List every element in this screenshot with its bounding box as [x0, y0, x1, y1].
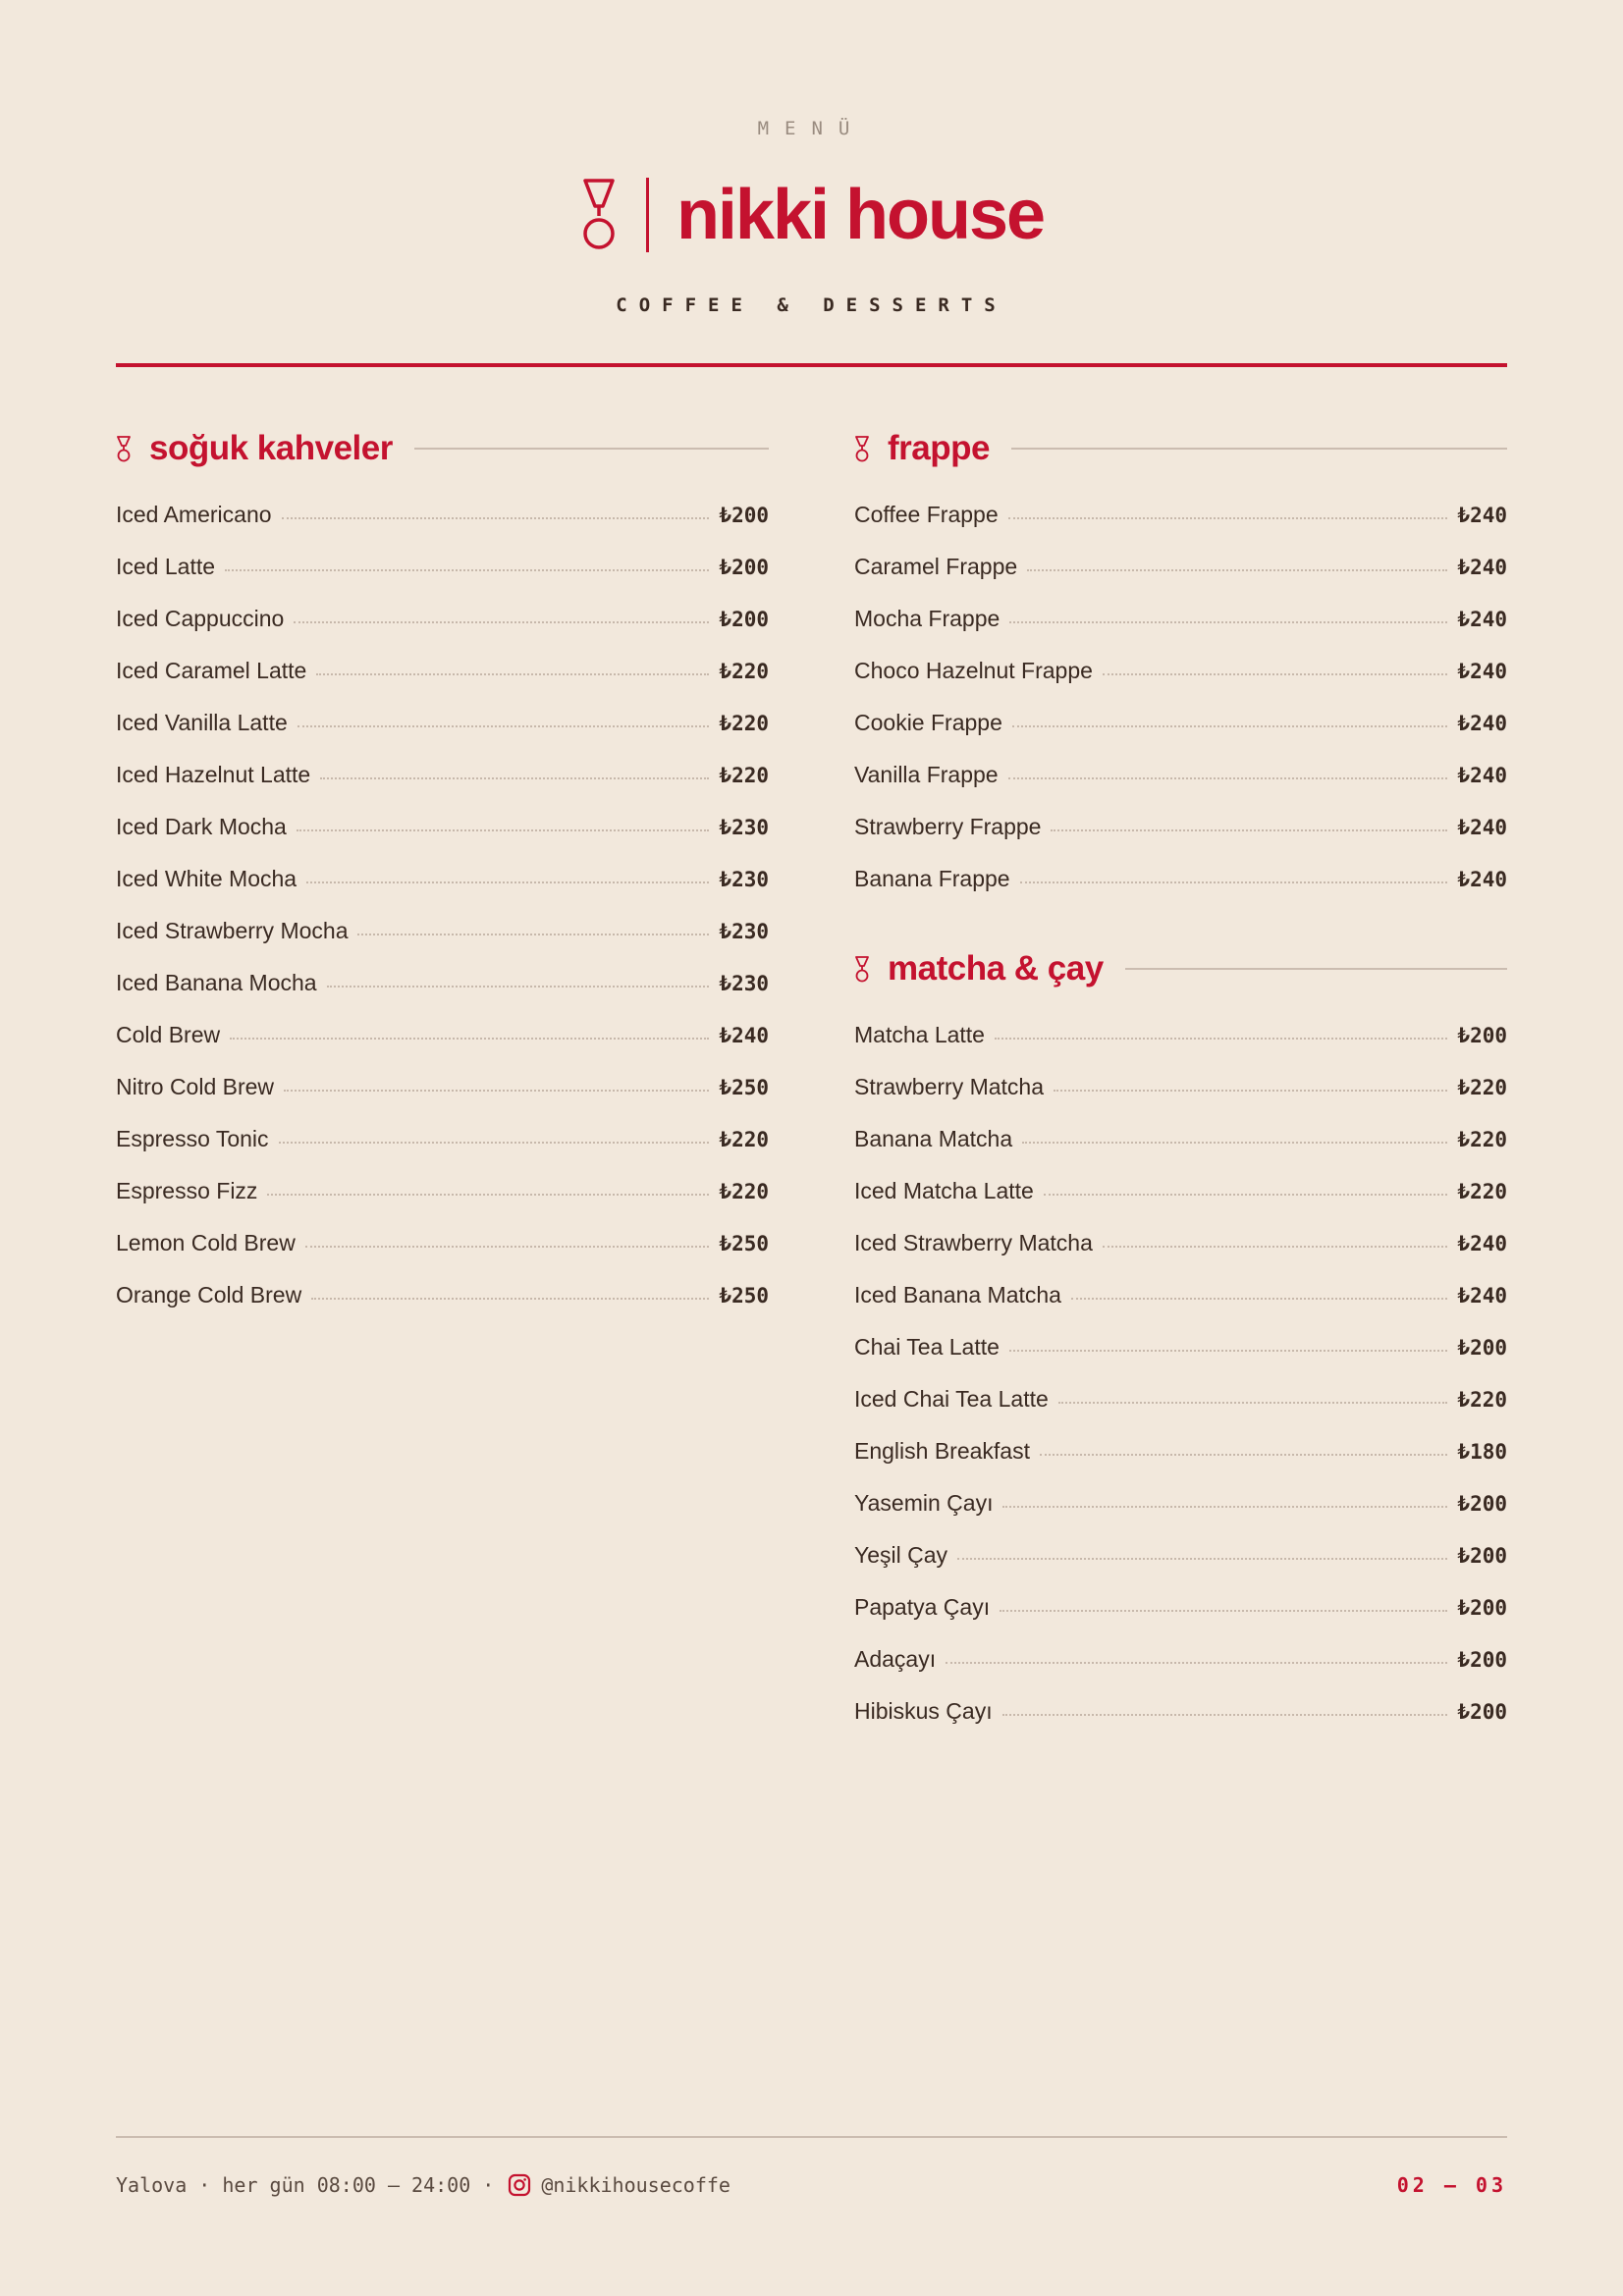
menu-item [116, 905, 769, 957]
item-price: ₺200 [719, 555, 769, 579]
menu-item [854, 489, 1507, 541]
item-name: Iced Vanilla Latte [116, 710, 288, 735]
menu-page [116, 0, 1507, 2296]
item-price: ₺240 [1457, 607, 1507, 631]
section-matcha-tea [854, 944, 1507, 1737]
item-name: Yeşil Çay [854, 1542, 948, 1568]
item-name: Mocha Frappe [854, 606, 1001, 631]
item-name: Hibiskus Çayı [854, 1698, 993, 1724]
dotted-leader [284, 1090, 709, 1092]
menu-item [854, 1633, 1507, 1685]
menu-item [854, 1425, 1507, 1477]
item-name: Vanilla Frappe [854, 762, 999, 787]
item-name: Chai Tea Latte [854, 1334, 1000, 1360]
menu-item [116, 1269, 769, 1321]
item-price: ₺200 [1457, 1699, 1507, 1724]
item-price: ₺240 [1457, 555, 1507, 579]
item-price: ₺220 [1457, 1075, 1507, 1099]
dotted-leader [1008, 517, 1448, 519]
section-cold-coffees [116, 424, 769, 1321]
item-name: Lemon Cold Brew [116, 1230, 296, 1255]
dotted-leader [1009, 1350, 1448, 1352]
dotted-leader [1027, 569, 1447, 571]
item-name: Choco Hazelnut Frappe [854, 658, 1093, 683]
dotted-leader [1071, 1298, 1447, 1300]
right-column [854, 424, 1507, 1777]
brand-divider [646, 178, 649, 252]
item-price: ₺220 [719, 659, 769, 683]
item-price: ₺240 [1457, 711, 1507, 735]
item-price: ₺240 [1457, 867, 1507, 891]
item-name: Matcha Latte [854, 1022, 985, 1047]
menu-item [854, 697, 1507, 749]
item-name: Iced Strawberry Matcha [854, 1230, 1093, 1255]
item-name: Espresso Fizz [116, 1178, 258, 1203]
menu-item [116, 749, 769, 801]
dotted-leader [1103, 673, 1448, 675]
menu-item [854, 801, 1507, 853]
dotted-leader [357, 934, 709, 935]
dotted-leader [995, 1038, 1447, 1040]
item-name: Espresso Tonic [116, 1126, 269, 1151]
item-name: Iced Cappuccino [116, 606, 285, 631]
item-name: Iced Strawberry Mocha [116, 918, 349, 943]
dotted-leader [282, 517, 710, 519]
menu-item [854, 1269, 1507, 1321]
item-list [854, 1009, 1507, 1737]
item-name: Iced White Mocha [116, 866, 298, 891]
menu-item [854, 593, 1507, 645]
item-price: ₺220 [1457, 1127, 1507, 1151]
dotted-leader [957, 1558, 1447, 1560]
item-price: ₺220 [719, 1127, 769, 1151]
item-price: ₺200 [1457, 1491, 1507, 1516]
coffee-dripper-icon [854, 955, 870, 983]
dotted-leader [279, 1142, 710, 1144]
item-name: Iced Chai Tea Latte [854, 1386, 1049, 1412]
menu-item [854, 1165, 1507, 1217]
menu-item [854, 1113, 1507, 1165]
dotted-leader [225, 569, 709, 571]
item-price: ₺240 [1457, 659, 1507, 683]
item-name: Yasemin Çayı [854, 1490, 994, 1516]
menu-item [116, 1165, 769, 1217]
item-price: ₺200 [719, 503, 769, 527]
dotted-leader [1000, 1610, 1447, 1612]
item-price: ₺220 [719, 763, 769, 787]
item-name: Caramel Frappe [854, 554, 1018, 579]
instagram-icon [508, 2173, 531, 2197]
page-number: 02 — 03 [1396, 2173, 1507, 2197]
item-price: ₺240 [719, 1023, 769, 1047]
item-price: ₺220 [719, 1179, 769, 1203]
dotted-leader [1012, 725, 1448, 727]
section-title: frappe [888, 429, 990, 467]
section-title: soğuk kahveler [149, 429, 393, 467]
item-price: ₺230 [719, 919, 769, 943]
dotted-leader [1008, 777, 1448, 779]
dotted-leader [1002, 1506, 1447, 1508]
dotted-leader [297, 829, 710, 831]
item-list [854, 489, 1507, 905]
item-name: Cookie Frappe [854, 710, 1002, 735]
section-header [854, 944, 1507, 993]
menu-item [854, 1009, 1507, 1061]
menu-item [116, 489, 769, 541]
footer [116, 2173, 1507, 2197]
dotted-leader [311, 1298, 709, 1300]
dotted-leader [230, 1038, 709, 1040]
item-price: ₺250 [719, 1283, 769, 1308]
brand-logo [116, 177, 1507, 253]
coffee-dripper-icon [116, 435, 132, 462]
dotted-leader [1044, 1194, 1448, 1196]
menu-item [116, 1217, 769, 1269]
dotted-leader [946, 1662, 1447, 1664]
item-price: ₺240 [1457, 1283, 1507, 1308]
menu-item [116, 1061, 769, 1113]
menu-item [854, 1217, 1507, 1269]
dotted-leader [1051, 829, 1447, 831]
menu-item [116, 1009, 769, 1061]
coffee-dripper-icon [854, 435, 870, 462]
item-price: ₺200 [1457, 1595, 1507, 1620]
item-name: Banana Matcha [854, 1126, 1013, 1151]
dotted-leader [1022, 1142, 1447, 1144]
item-price: ₺250 [719, 1075, 769, 1099]
menu-kicker: MENÜ [757, 118, 866, 139]
item-name: Iced Banana Mocha [116, 970, 317, 995]
dotted-leader [1058, 1402, 1448, 1404]
item-name: Iced Hazelnut Latte [116, 762, 311, 787]
dotted-leader [305, 1246, 710, 1248]
menu-item [116, 801, 769, 853]
item-price: ₺240 [1457, 503, 1507, 527]
section-divider [1011, 448, 1507, 450]
item-price: ₺230 [719, 867, 769, 891]
item-price: ₺220 [1457, 1179, 1507, 1203]
menu-item [854, 541, 1507, 593]
item-price: ₺200 [719, 607, 769, 631]
item-name: Banana Frappe [854, 866, 1010, 891]
footer-info [116, 2173, 730, 2197]
item-name: Iced Matcha Latte [854, 1178, 1034, 1203]
item-price: ₺230 [719, 815, 769, 839]
dotted-leader [1009, 621, 1447, 623]
menu-item [854, 1529, 1507, 1581]
item-price: ₺250 [719, 1231, 769, 1255]
tagline: COFFEE & DESSERTS [616, 294, 1007, 316]
item-name: Iced Latte [116, 554, 216, 579]
item-name: Papatya Çayı [854, 1594, 991, 1620]
header-rule [116, 363, 1507, 367]
coffee-dripper-icon [579, 177, 619, 253]
menu-item [116, 957, 769, 1009]
item-price: ₺200 [1457, 1647, 1507, 1672]
item-price: ₺220 [719, 711, 769, 735]
menu-item [116, 593, 769, 645]
location-hours: Yalova · her gün 08:00 – 24:00 · [116, 2173, 495, 2197]
item-name: Iced Americano [116, 502, 272, 527]
dotted-leader [294, 621, 709, 623]
dotted-leader [1020, 881, 1448, 883]
dotted-leader [267, 1194, 709, 1196]
item-price: ₺200 [1457, 1023, 1507, 1047]
menu-item [116, 645, 769, 697]
brand-name: nikki house [676, 176, 1045, 254]
menu-item [854, 1477, 1507, 1529]
dotted-leader [327, 986, 710, 988]
item-name: Strawberry Matcha [854, 1074, 1045, 1099]
menu-item [854, 749, 1507, 801]
item-name: Iced Caramel Latte [116, 658, 307, 683]
dotted-leader [1103, 1246, 1448, 1248]
item-name: Iced Dark Mocha [116, 814, 287, 839]
menu-item [854, 853, 1507, 905]
item-price: ₺200 [1457, 1335, 1507, 1360]
section-divider [1125, 968, 1507, 970]
dotted-leader [1002, 1714, 1448, 1716]
dotted-leader [1040, 1454, 1447, 1456]
item-name: Iced Banana Matcha [854, 1282, 1061, 1308]
menu-item [854, 1061, 1507, 1113]
menu-item [854, 1373, 1507, 1425]
instagram-handle[interactable]: @nikkihousecoffe [541, 2173, 730, 2197]
item-name: English Breakfast [854, 1438, 1030, 1464]
left-column [116, 424, 769, 1361]
menu-item [116, 853, 769, 905]
section-frappe [854, 424, 1507, 905]
menu-item [854, 645, 1507, 697]
dotted-leader [298, 725, 710, 727]
section-divider [414, 448, 769, 450]
item-price: ₺240 [1457, 1231, 1507, 1255]
dotted-leader [320, 777, 709, 779]
menu-item [854, 1685, 1507, 1737]
menu-item [116, 1113, 769, 1165]
item-price: ₺200 [1457, 1543, 1507, 1568]
menu-item [854, 1321, 1507, 1373]
item-list [116, 489, 769, 1321]
item-price: ₺220 [1457, 1387, 1507, 1412]
menu-item [116, 697, 769, 749]
section-header [854, 424, 1507, 473]
section-title: matcha & çay [888, 949, 1104, 988]
item-name: Coffee Frappe [854, 502, 999, 527]
item-price: ₺230 [719, 971, 769, 995]
dotted-leader [306, 881, 709, 883]
item-price: ₺240 [1457, 763, 1507, 787]
item-name: Orange Cold Brew [116, 1282, 302, 1308]
dotted-leader [316, 673, 709, 675]
item-name: Strawberry Frappe [854, 814, 1042, 839]
item-name: Cold Brew [116, 1022, 221, 1047]
item-price: ₺180 [1457, 1439, 1507, 1464]
section-header [116, 424, 769, 473]
item-name: Nitro Cold Brew [116, 1074, 275, 1099]
footer-rule [116, 2136, 1507, 2138]
menu-item [854, 1581, 1507, 1633]
item-name: Adaçayı [854, 1646, 937, 1672]
item-price: ₺240 [1457, 815, 1507, 839]
menu-item [116, 541, 769, 593]
dotted-leader [1054, 1090, 1447, 1092]
